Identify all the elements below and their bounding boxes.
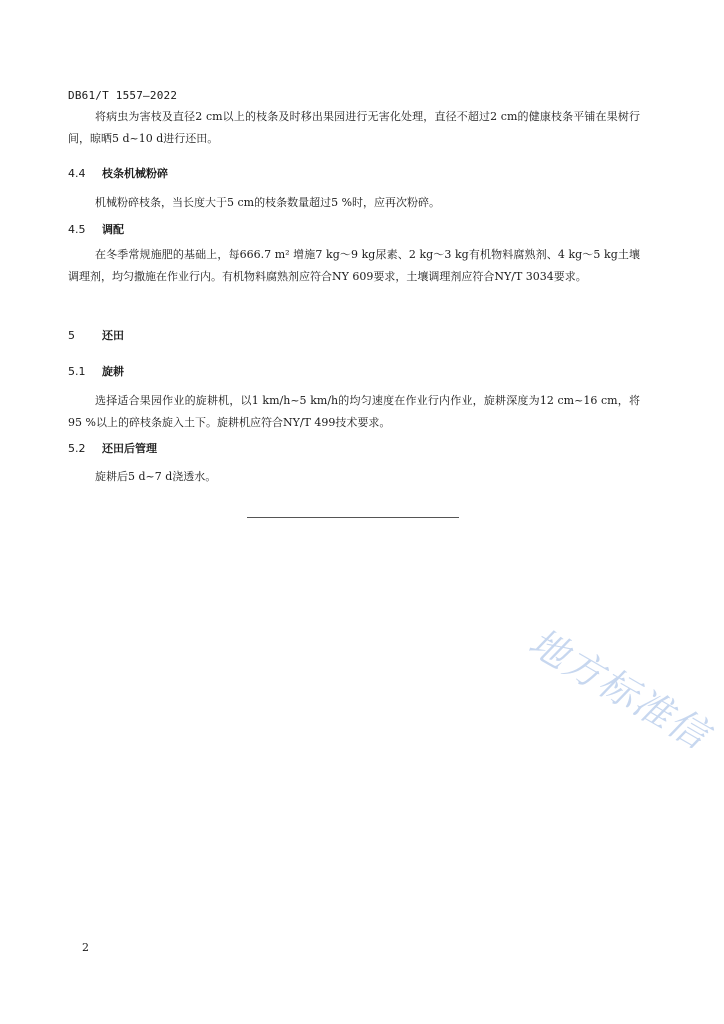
page-number: 2 [82, 941, 89, 954]
heading-title: 还田 [102, 329, 124, 342]
heading-title: 枝条机械粉碎 [102, 167, 168, 180]
heading-4-5 [68, 222, 124, 238]
heading-title: 调配 [102, 223, 124, 236]
paragraph-mechanical-crushing: 机械粉碎枝条，当长度大于5 cm的枝条数量超过5 %时，应再次粉碎。 [95, 196, 441, 209]
heading-title: 旋耕 [102, 365, 124, 378]
heading-number: 5 [68, 329, 75, 342]
heading-number: 4.5 [68, 223, 86, 236]
paragraph-post-management: 旋耕后5 d~7 d浇透水。 [95, 470, 217, 483]
watermark: 地方标准信 [521, 619, 717, 758]
heading-number: 5.2 [68, 442, 86, 455]
heading-5 [68, 328, 124, 344]
paragraph-rotary-tillage: 选择适合果园作业的旋耕机，以1 km/h~5 km/h的均匀速度在作业行内作业，旋耕深度为12 cm~16 cm，将95 %以上的碎枝条旋入土下。旋耕机应符合NY/T 499技术要求。 [68, 394, 640, 429]
heading-5-2 [68, 441, 157, 457]
heading-number: 5.1 [68, 365, 86, 378]
heading-4-4 [68, 166, 168, 182]
heading-number: 4.4 [68, 167, 86, 180]
heading-title: 还田后管理 [102, 442, 157, 455]
document-header-id: DB61/T 1557—2022 [68, 89, 178, 102]
heading-5-1 [68, 364, 124, 380]
paragraph-mixing: 在冬季常规施肥的基础上，每666.7 m² 增施7 kg～9 kg尿素、2 kg～3 kg有机物料腐熟剂、4 kg～5 kg土壤调理剂，均匀撒施在作业行内。有机物料腐熟剂应符合NY 609要求，土壤调理剂应符合NY/T 3034要求。 [68, 248, 640, 283]
end-of-document-rule [247, 517, 459, 518]
paragraph-branch-handling: 将病虫为害枝及直径2 cm以上的枝条及时移出果园进行无害化处理，直径不超过2 cm的健康枝条平铺在果树行间，晾晒5 d~10 d进行还田。 [68, 110, 640, 145]
